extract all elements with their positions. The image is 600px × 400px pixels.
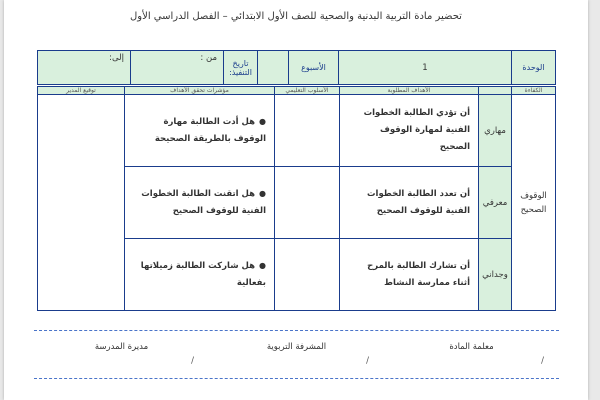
indicator-cell <box>125 95 275 167</box>
indicator-text: هل أدت الطالبة مهارة الوقوف بالطريقة الصحيحة <box>154 117 266 144</box>
date-to <box>38 51 131 85</box>
header-method: الأسلوب التعليمي <box>275 87 340 95</box>
header-goals: الأهداف المطلوبة <box>340 87 479 95</box>
header-unit: الكفاءة <box>512 87 556 95</box>
document-page <box>4 0 588 400</box>
principal-signature: / <box>191 356 194 366</box>
page-title: تحضير مادة التربية البدنية والصحية للصف الأول الابتدائي – الفصل الدراسي الأول <box>130 11 462 22</box>
goal-cell: أن تؤدي الطالبة الخطوات الفنية لمهارة الوقوف الصحيح <box>340 95 479 167</box>
to-label: إلى: <box>109 53 124 63</box>
unit-number: 1 <box>339 51 512 85</box>
header-indicators: مؤشرات تحقق الأهداف <box>125 87 275 95</box>
week-value <box>258 51 289 85</box>
lesson-table <box>37 86 556 311</box>
divider-top <box>34 330 559 331</box>
method-cell <box>275 239 340 311</box>
unit-label: الوحدة <box>512 51 556 85</box>
signature-footer <box>34 342 559 372</box>
header-domain <box>479 87 512 95</box>
bullet-icon: ● <box>259 117 266 126</box>
bullet-icon: ● <box>259 261 266 270</box>
domain-cell: مهاري <box>479 95 512 167</box>
principal-label: مديرة المدرسة <box>94 342 149 352</box>
week-label: الأسبوع <box>289 51 339 85</box>
info-table <box>37 50 556 85</box>
date-from <box>131 51 224 85</box>
indicator-cell <box>125 239 275 311</box>
domain-cell: وجداني <box>479 239 512 311</box>
supervisor-label: المشرفة التربوية <box>266 342 327 352</box>
goal-cell: أن تشارك الطالبة بالمرح أثناء ممارسة النشاط <box>340 239 479 311</box>
teacher-label: معلمة المادة <box>449 342 494 352</box>
domain-cell: معرفي <box>479 167 512 239</box>
method-cell <box>275 95 340 167</box>
goal-cell: أن تعدد الطالبة الخطوات الفنية للوقوف الصحيح <box>340 167 479 239</box>
signature-cell <box>38 95 125 311</box>
header-signature: توقيع المدير <box>38 87 125 95</box>
from-label: من : <box>200 53 217 63</box>
unit-name: الوقوف الصحيح <box>512 95 556 311</box>
divider-bottom <box>34 378 559 379</box>
bullet-icon: ● <box>259 189 266 198</box>
teacher-signature: / <box>541 356 544 366</box>
method-cell <box>275 167 340 239</box>
date-label: تاريخ التنفيذ: <box>224 51 258 85</box>
table-row <box>38 95 556 167</box>
indicator-text: هل شاركت الطالبة زميلاتها بفعالية <box>140 261 266 288</box>
indicator-text: هل اتقنت الطالبة الخطوات الفنية للوقوف الصحيح <box>141 189 266 216</box>
supervisor-signature: / <box>366 356 369 366</box>
indicator-cell <box>125 167 275 239</box>
